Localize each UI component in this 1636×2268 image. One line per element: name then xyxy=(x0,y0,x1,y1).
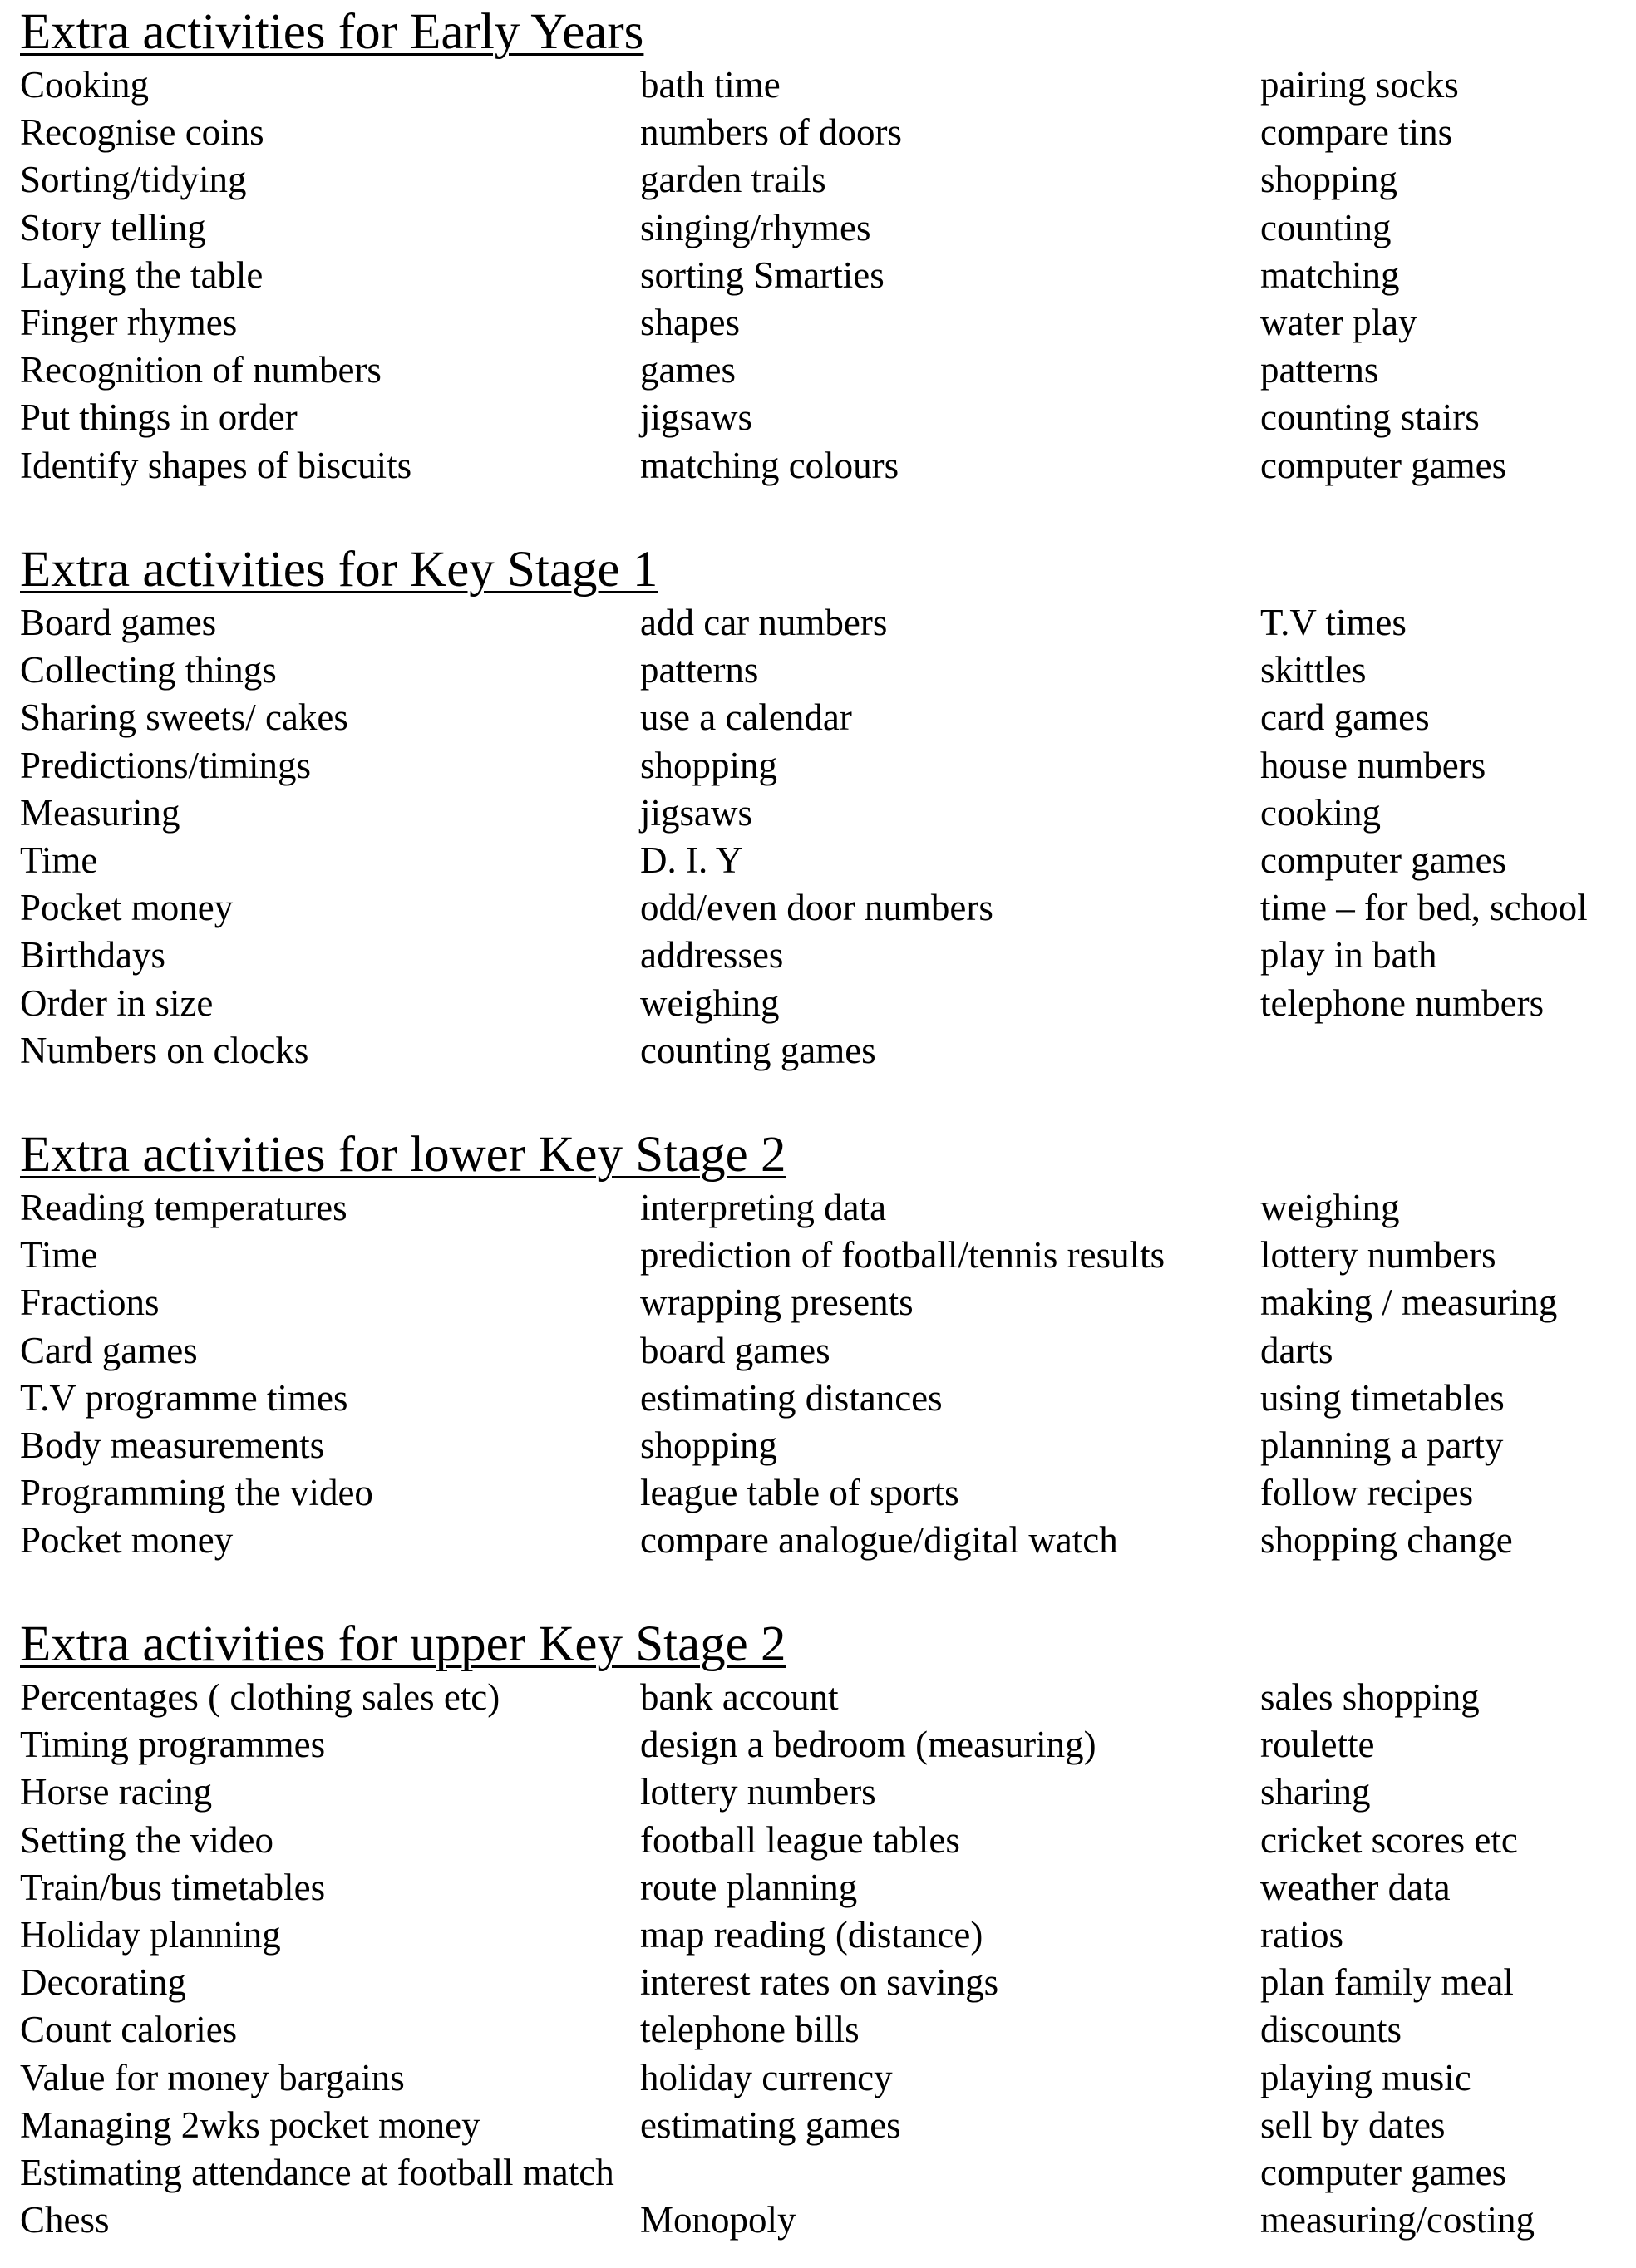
activity-item: singing/rhymes xyxy=(640,206,871,248)
activity-item: Decorating xyxy=(20,1961,186,2004)
activity-item: lottery numbers xyxy=(640,1771,876,1813)
activity-item: counting stairs xyxy=(1260,396,1480,439)
activity-item: bank account xyxy=(640,1676,839,1718)
activity-item: sell by dates xyxy=(1260,2103,1446,2146)
activity-row xyxy=(20,2006,1624,2054)
activity-item: Holiday planning xyxy=(20,1913,281,1956)
activity-row xyxy=(20,1027,1624,1075)
section-key-stage-1 xyxy=(20,543,1624,1075)
activity-list xyxy=(20,1674,1624,2244)
activity-item: Sharing sweets/ cakes xyxy=(20,696,348,739)
activity-item: computer games xyxy=(1260,2151,1507,2193)
activity-item: water play xyxy=(1260,301,1417,343)
activity-item: shopping xyxy=(640,744,778,786)
activity-row xyxy=(20,599,1624,647)
activity-row xyxy=(20,1279,1624,1326)
activity-item: darts xyxy=(1260,1329,1333,1371)
activity-item: shopping xyxy=(640,1424,778,1466)
activity-item: jigsaws xyxy=(640,791,752,834)
activity-item: Horse racing xyxy=(20,1771,213,1813)
section-title: Extra activities for Early Years xyxy=(20,4,644,60)
activity-item: telephone bills xyxy=(640,2009,860,2051)
activity-item: board games xyxy=(640,1329,830,1371)
activity-item: add car numbers xyxy=(640,602,888,643)
activity-row xyxy=(20,1232,1624,1279)
activity-row xyxy=(20,394,1624,441)
activity-item: counting games xyxy=(640,1029,876,1071)
activity-item: Monopoly xyxy=(640,2199,796,2241)
activity-item: numbers of doors xyxy=(640,111,902,154)
activity-item: shapes xyxy=(640,301,740,343)
activity-item: Card games xyxy=(20,1329,198,1371)
activity-item: jigsaws xyxy=(640,396,752,439)
activity-item: cooking xyxy=(1260,791,1381,834)
activity-item: discounts xyxy=(1260,2009,1402,2051)
section-title: Extra activities for upper Key Stage 2 xyxy=(20,1616,786,1672)
activity-row xyxy=(20,932,1624,979)
activity-row xyxy=(20,1375,1624,1422)
activity-item: roulette xyxy=(1260,1724,1375,1766)
activity-item: patterns xyxy=(640,649,759,691)
activity-item: estimating distances xyxy=(640,1376,943,1419)
activity-item: route planning xyxy=(640,1866,858,1908)
activity-item: follow recipes xyxy=(1260,1472,1474,1514)
activity-item: matching xyxy=(1260,253,1400,296)
activity-item: pairing socks xyxy=(1260,64,1459,106)
activity-item: league table of sports xyxy=(640,1472,959,1514)
activity-item: use a calendar xyxy=(640,696,852,739)
activity-item: play in bath xyxy=(1260,934,1437,977)
activity-item: Estimating attendance at football match xyxy=(20,2151,614,2193)
activity-item: measuring/costing xyxy=(1260,2199,1535,2241)
activity-item: Board games xyxy=(20,602,217,643)
activity-item: garden trails xyxy=(640,159,826,201)
activity-item: Value for money bargains xyxy=(20,2056,405,2098)
activity-row xyxy=(20,204,1624,252)
activity-item: matching colours xyxy=(640,444,899,486)
activity-row xyxy=(20,1864,1624,1911)
activity-row xyxy=(20,1184,1624,1232)
activity-item: Chess xyxy=(20,2199,110,2241)
activity-item: sorting Smarties xyxy=(640,253,885,296)
activity-row xyxy=(20,1327,1624,1375)
activity-item: Body measurements xyxy=(20,1424,325,1466)
activity-item: cricket scores etc xyxy=(1260,1818,1518,1861)
activity-row xyxy=(20,252,1624,299)
activity-item: Predictions/timings xyxy=(20,744,312,786)
activity-row xyxy=(20,109,1624,156)
activity-item: time – for bed, school xyxy=(1260,887,1588,929)
activity-item: Finger rhymes xyxy=(20,301,238,343)
activity-item: odd/even door numbers xyxy=(640,887,993,929)
activity-item: map reading (distance) xyxy=(640,1913,983,1956)
activity-item: using timetables xyxy=(1260,1376,1505,1419)
activity-item: computer games xyxy=(1260,839,1507,881)
activity-item: T.V programme times xyxy=(20,1376,348,1419)
activity-item: card games xyxy=(1260,696,1430,739)
activity-item: patterns xyxy=(1260,349,1379,391)
activity-item: Measuring xyxy=(20,791,180,834)
activity-item: D. I. Y xyxy=(640,839,743,881)
activity-item: playing music xyxy=(1260,2056,1471,2098)
activity-item: wrapping presents xyxy=(640,1282,914,1324)
activity-item: holiday currency xyxy=(640,2056,893,2098)
activity-item: computer games xyxy=(1260,444,1507,486)
section-title: Extra activities for Key Stage 1 xyxy=(20,542,658,598)
activity-item: Managing 2wks pocket money xyxy=(20,2103,480,2146)
activity-item: addresses xyxy=(640,934,784,977)
activity-item: Programming the video xyxy=(20,1472,373,1514)
activity-item: Time xyxy=(20,1234,98,1277)
activity-row xyxy=(20,156,1624,204)
activity-item: Collecting things xyxy=(20,649,277,691)
activity-item: compare tins xyxy=(1260,111,1453,154)
activity-row xyxy=(20,980,1624,1027)
activity-row xyxy=(20,742,1624,790)
activity-item: Count calories xyxy=(20,2009,238,2051)
activity-item: Laying the table xyxy=(20,253,264,296)
activity-row xyxy=(20,442,1624,490)
activity-row xyxy=(20,299,1624,347)
activity-item: skittles xyxy=(1260,649,1367,691)
activity-item: Order in size xyxy=(20,981,214,1024)
activity-row xyxy=(20,1517,1624,1564)
activity-row xyxy=(20,884,1624,932)
activity-row xyxy=(20,2197,1624,2244)
activity-row xyxy=(20,2149,1624,2197)
activity-item: ratios xyxy=(1260,1913,1343,1956)
activity-list xyxy=(20,1184,1624,1565)
activity-row xyxy=(20,1769,1624,1816)
activity-row xyxy=(20,790,1624,837)
activity-list xyxy=(20,599,1624,1075)
activity-item: Birthdays xyxy=(20,934,165,977)
activity-item: interest rates on savings xyxy=(640,1961,999,2004)
activity-row xyxy=(20,1959,1624,2006)
activity-item: Timing programmes xyxy=(20,1724,326,1766)
activity-item: Pocket money xyxy=(20,887,234,929)
activity-item: shopping change xyxy=(1260,1519,1513,1562)
activity-item: Recognise coins xyxy=(20,111,264,154)
activity-row xyxy=(20,1721,1624,1769)
activity-row xyxy=(20,347,1624,394)
activity-row xyxy=(20,2054,1624,2102)
section-lower-key-stage-2 xyxy=(20,1128,1624,1565)
activity-item: Time xyxy=(20,839,98,881)
activity-item: Reading temperatures xyxy=(20,1187,347,1228)
activity-item: compare analogue/digital watch xyxy=(640,1519,1118,1562)
activity-item: Fractions xyxy=(20,1282,160,1324)
activity-item: weighing xyxy=(1260,1187,1400,1228)
activity-row xyxy=(20,61,1624,109)
activity-row xyxy=(20,647,1624,694)
section-early-years xyxy=(20,5,1624,490)
activity-item: T.V times xyxy=(1260,602,1407,643)
activity-item: sharing xyxy=(1260,1771,1371,1813)
activity-item: Train/bus timetables xyxy=(20,1866,326,1908)
activity-item: estimating games xyxy=(640,2103,901,2146)
activity-item: shopping xyxy=(1260,159,1398,201)
section-title: Extra activities for lower Key Stage 2 xyxy=(20,1127,786,1183)
activity-item: Story telling xyxy=(20,206,206,248)
activity-list xyxy=(20,61,1624,490)
activity-item: Cooking xyxy=(20,64,150,106)
activity-row xyxy=(20,1674,1624,1721)
activity-row xyxy=(20,694,1624,741)
activity-item: weighing xyxy=(640,981,780,1024)
activity-row xyxy=(20,1469,1624,1517)
activity-item: Numbers on clocks xyxy=(20,1029,309,1071)
activity-item: planning a party xyxy=(1260,1424,1504,1466)
activity-item: Put things in order xyxy=(20,396,298,439)
activity-row xyxy=(20,1817,1624,1864)
activity-item: plan family meal xyxy=(1260,1961,1514,2004)
activity-item: interpreting data xyxy=(640,1187,887,1228)
activity-item: prediction of football/tennis results xyxy=(640,1234,1165,1277)
activity-item: making / measuring xyxy=(1260,1282,1558,1324)
activity-item: bath time xyxy=(640,64,781,106)
section-upper-key-stage-2 xyxy=(20,1617,1624,2244)
activity-row xyxy=(20,1911,1624,1959)
activity-item: games xyxy=(640,349,736,391)
activity-row xyxy=(20,837,1624,884)
activity-item: Percentages ( clothing sales etc) xyxy=(20,1676,500,1718)
activity-row xyxy=(20,2102,1624,2149)
activity-item: weather data xyxy=(1260,1866,1451,1908)
activity-item: design a bedroom (measuring) xyxy=(640,1724,1096,1766)
activity-item: lottery numbers xyxy=(1260,1234,1496,1277)
activity-item: counting xyxy=(1260,206,1392,248)
activity-item: Sorting/tidying xyxy=(20,159,247,201)
activity-item: Identify shapes of biscuits xyxy=(20,444,412,486)
activity-item: house numbers xyxy=(1260,744,1486,786)
activity-item: football league tables xyxy=(640,1818,960,1861)
activity-item: Setting the video xyxy=(20,1818,273,1861)
activity-item: Pocket money xyxy=(20,1519,234,1562)
activity-item: sales shopping xyxy=(1260,1676,1480,1718)
activity-item: Recognition of numbers xyxy=(20,349,382,391)
activity-item: telephone numbers xyxy=(1260,981,1545,1024)
activity-row xyxy=(20,1422,1624,1469)
